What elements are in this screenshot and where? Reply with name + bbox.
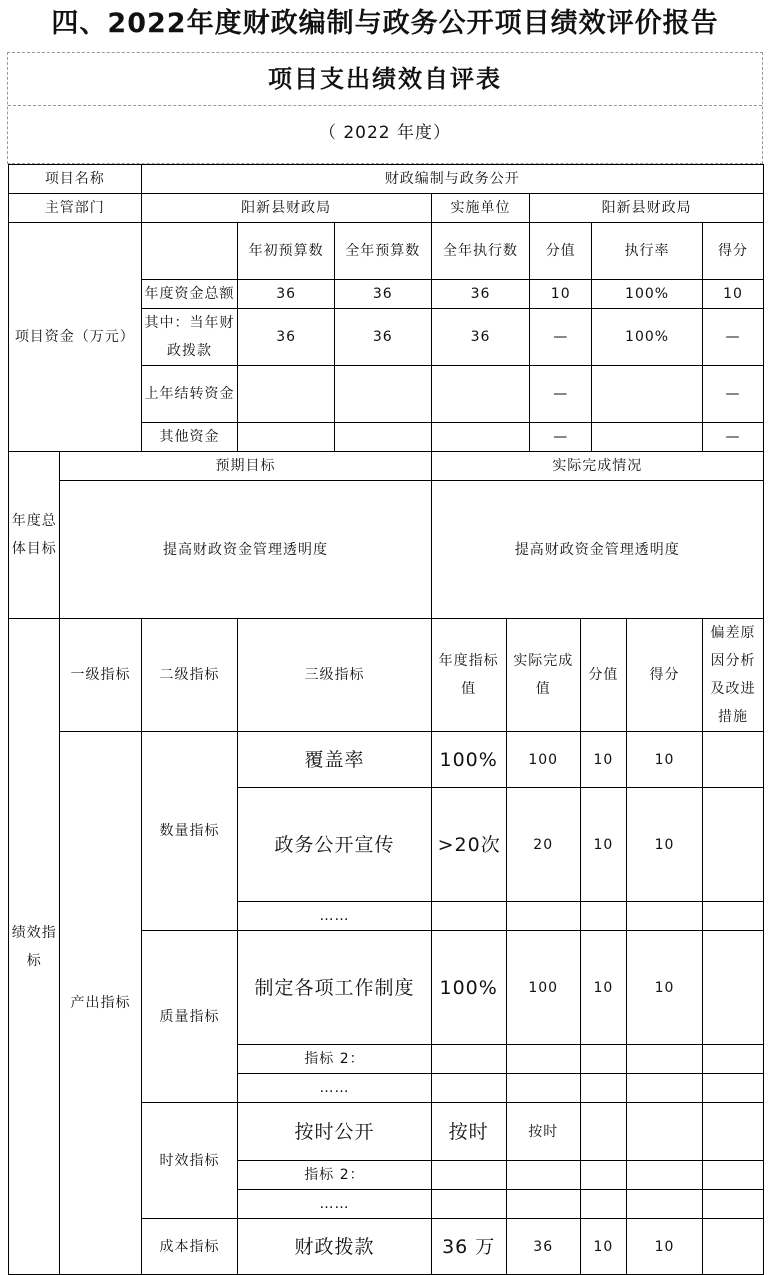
indicator-name: …… — [238, 1074, 431, 1103]
col-exec-rate: 执行率 — [592, 223, 703, 280]
project-name-label: 项目名称 — [9, 165, 142, 194]
fund-got: — — [703, 423, 764, 452]
indicator-actual: 20 — [506, 788, 580, 902]
indicator-reason — [703, 931, 764, 1045]
fund-rate: 100% — [592, 309, 703, 366]
col-got: 得分 — [703, 223, 764, 280]
fund-score: — — [530, 309, 592, 366]
self-evaluation-table — [8, 164, 764, 1275]
impl-label: 实施单位 — [431, 194, 530, 223]
indicator-name: 覆盖率 — [238, 732, 431, 788]
form-title: 项目支出绩效自评表 — [8, 53, 762, 106]
h-score: 分值 — [580, 619, 626, 732]
indicator-target: 36 万 — [431, 1219, 506, 1275]
indicator-name: 制定各项工作制度 — [238, 931, 431, 1045]
indicator-got: 10 — [627, 1219, 703, 1275]
quality-indicator: 质量指标 — [141, 931, 238, 1103]
col-executed: 全年执行数 — [431, 223, 530, 280]
fund-rate: 100% — [592, 280, 703, 309]
indicator-got: 10 — [627, 732, 703, 788]
fund-exec — [431, 366, 530, 423]
fund-initial: 36 — [238, 309, 335, 366]
indicator-score: 10 — [580, 732, 626, 788]
fund-initial: 36 — [238, 280, 335, 309]
project-name-value: 财政编制与政务公开 — [141, 165, 763, 194]
performance-indicator-label: 绩效指标 — [9, 619, 60, 1275]
actual-result-text: 提高财政资金管理透明度 — [431, 481, 763, 619]
indicator-target: 100% — [431, 931, 506, 1045]
h-got: 得分 — [627, 619, 703, 732]
indicator-score: 10 — [580, 931, 626, 1045]
indicator-got: 10 — [627, 788, 703, 902]
col-initial-budget: 年初预算数 — [238, 223, 335, 280]
cost-indicator: 成本指标 — [141, 1219, 238, 1275]
dept-label: 主管部门 — [9, 194, 142, 223]
expected-goal-text: 提高财政资金管理透明度 — [60, 481, 431, 619]
dept-value: 阳新县财政局 — [141, 194, 431, 223]
indicator-reason — [703, 788, 764, 902]
fund-row-name: 其他资金 — [141, 423, 238, 452]
indicator-got: 10 — [627, 931, 703, 1045]
fund-full — [334, 366, 431, 423]
fund-rate — [592, 423, 703, 452]
fund-full: 36 — [334, 280, 431, 309]
indicator-reason — [703, 1219, 764, 1275]
h-actual: 实际完成值 — [506, 619, 580, 732]
col-full-budget: 全年预算数 — [334, 223, 431, 280]
output-indicator: 产出指标 — [60, 732, 141, 1275]
indicator-target: 100% — [431, 732, 506, 788]
indicator-score: 10 — [580, 1219, 626, 1275]
fund-score: — — [530, 423, 592, 452]
fund-rate — [592, 366, 703, 423]
h-target: 年度指标值 — [431, 619, 506, 732]
fund-exec — [431, 423, 530, 452]
expected-goal-header: 预期目标 — [60, 452, 431, 481]
h-level2: 二级指标 — [141, 619, 238, 732]
fund-initial — [238, 366, 335, 423]
h-level3: 三级指标 — [238, 619, 431, 732]
indicator-actual: 36 — [506, 1219, 580, 1275]
indicator-name: 财政拨款 — [238, 1219, 431, 1275]
indicator-reason — [703, 732, 764, 788]
fund-score: — — [530, 366, 592, 423]
report-heading: 四、2022年度财政编制与政务公开项目绩效评价报告 — [51, 8, 719, 39]
fund-exec: 36 — [431, 309, 530, 366]
fund-initial — [238, 423, 335, 452]
actual-result-header: 实际完成情况 — [431, 452, 763, 481]
fund-got: 10 — [703, 280, 764, 309]
indicator-name: …… — [238, 902, 431, 931]
fund-full — [334, 423, 431, 452]
indicator-name: 指标 2： — [238, 1161, 431, 1190]
indicator-actual: 100 — [506, 732, 580, 788]
col-score: 分值 — [530, 223, 592, 280]
annual-goal-label: 年度总体目标 — [9, 452, 60, 619]
indicator-name: 政务公开宣传 — [238, 788, 431, 902]
h-reason: 偏差原因分析及改进措施 — [703, 619, 764, 732]
quantity-indicator: 数量指标 — [141, 732, 238, 931]
fund-row-name: 其中：当年财政拨款 — [141, 309, 238, 366]
funds-label: 项目资金（万元） — [9, 223, 142, 452]
timeliness-indicator: 时效指标 — [141, 1103, 238, 1219]
indicator-name: 指标 2： — [238, 1045, 431, 1074]
fund-got: — — [703, 309, 764, 366]
indicator-actual: 按时 — [506, 1103, 580, 1161]
indicator-name: …… — [238, 1190, 431, 1219]
indicator-actual: 100 — [506, 931, 580, 1045]
indicator-score: 10 — [580, 788, 626, 902]
fund-row-name: 上年结转资金 — [141, 366, 238, 423]
fund-full: 36 — [334, 309, 431, 366]
fund-exec: 36 — [431, 280, 530, 309]
indicator-target: >20次 — [431, 788, 506, 902]
indicator-target: 按时 — [431, 1103, 506, 1161]
fund-score: 10 — [530, 280, 592, 309]
impl-value: 阳新县财政局 — [530, 194, 764, 223]
indicator-name: 按时公开 — [238, 1103, 431, 1161]
fund-row-name: 年度资金总额 — [141, 280, 238, 309]
h-level1: 一级指标 — [60, 619, 141, 732]
form-year: （ 2022 年度） — [318, 123, 452, 143]
fund-got: — — [703, 366, 764, 423]
